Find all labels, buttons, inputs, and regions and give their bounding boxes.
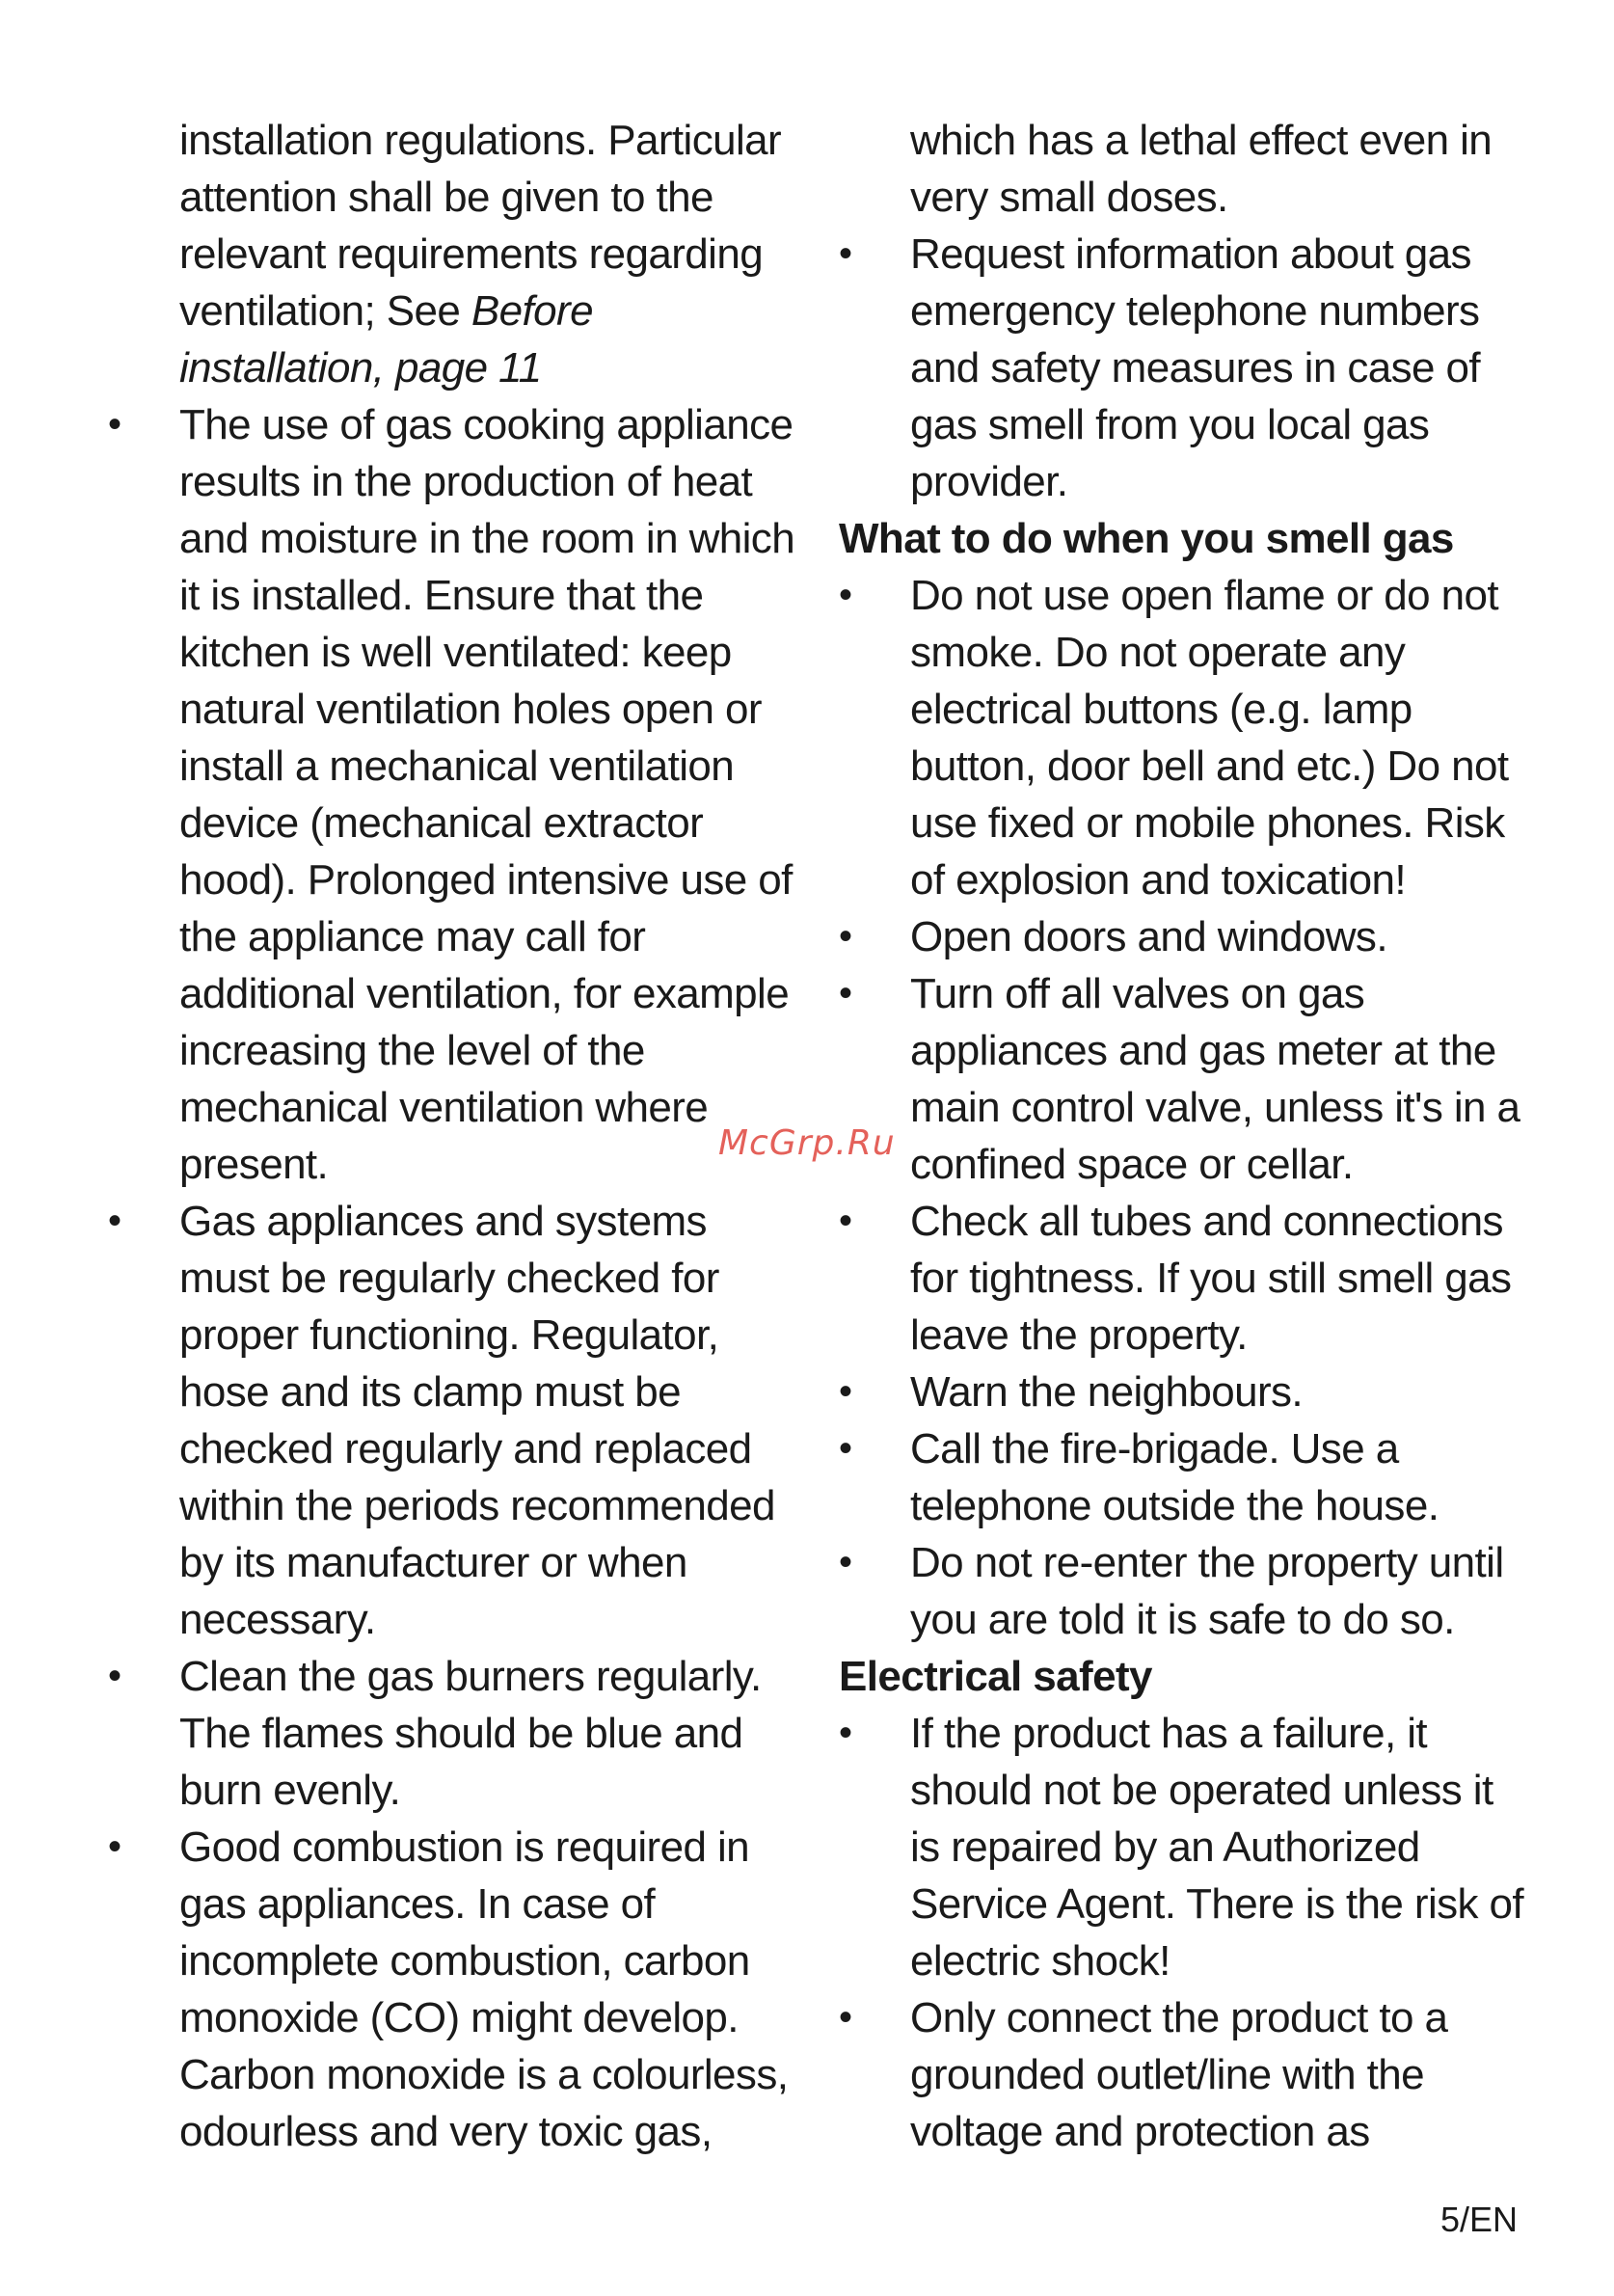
bullet-icon: • [839, 574, 852, 616]
bullet-icon: • [839, 915, 852, 958]
bullet-icon: • [839, 232, 852, 275]
list-item-text: The use of gas cooking appliance results in the production of heat and moisture in the room in which it is installed. Ensure that the kitchen is well ventilated: keep natural ventilation holes open or install a mechanical ventilation device (mechanical extractor hood). Prolonged intensive use of the appliance may call for additional ventilation, for example increasing the level of the mechanical ventilation where present. [179, 401, 795, 1188]
list-item [839, 567, 1533, 908]
list-item [839, 908, 1533, 965]
list-item-text: Clean the gas burners regularly. The flames should be blue and burn evenly. [179, 1653, 762, 1814]
page-number: 5/EN [1439, 2200, 1518, 2239]
list-item [839, 1193, 1533, 1364]
watermark: McGrp.Ru [718, 1123, 896, 1163]
right-column [839, 112, 1533, 2160]
list-item-text: Turn off all valves on gas appliances and gas meter at the main control valve, unless it's in a confined space or cellar. [910, 970, 1520, 1188]
bullet-icon: • [839, 1427, 852, 1470]
bullet-icon: • [839, 1541, 852, 1583]
list-item-text: Do not re-enter the property until you are told it is safe to do so. [910, 1539, 1504, 1643]
bullet-icon: • [839, 1996, 852, 2039]
intro-paragraph [108, 112, 802, 396]
bullet-icon: • [839, 1370, 852, 1413]
list-item-text: Call the fire-brigade. Use a telephone outside the house. [910, 1425, 1439, 1529]
bullet-icon: • [108, 1655, 121, 1697]
list-item-text: Do not use open flame or do not smoke. Do not operate any electrical buttons (e.g. lamp button, door bell and etc.) Do not use fixed or mobile phones. Risk of explosion and toxication! [910, 572, 1509, 904]
list-item [839, 226, 1533, 510]
list-item-text: Good combustion is required in gas appliances. In case of incomplete combustion, carbon monoxide (CO) might develop. Carbon monoxide is a colourless, odourless and very toxic gas, [179, 1823, 789, 2155]
intro-text: installation regulations. Particular attention shall be given to the relevant requirements regarding ventilation; See [179, 117, 782, 335]
list-item-text: Open doors and windows. [910, 913, 1387, 960]
bullet-icon: • [839, 1712, 852, 1754]
list-item-text: Check all tubes and connections for tightness. If you still smell gas leave the property. [910, 1198, 1512, 1359]
list-item [839, 1989, 1533, 2160]
list-item [839, 1705, 1533, 1989]
list-item [839, 1534, 1533, 1648]
list-item [839, 1420, 1533, 1534]
cross-reference-link[interactable]: Before installation, page 11 [179, 287, 593, 392]
bullet-icon: • [839, 972, 852, 1014]
list-item-text: Request information about gas emergency telephone numbers and safety measures in case of gas smell from you local gas provider. [910, 230, 1480, 505]
bullet-icon: • [108, 403, 121, 446]
list-item [839, 965, 1533, 1193]
bullet-icon: • [108, 1825, 121, 1868]
list-item [108, 1648, 802, 1819]
bullet-icon: • [108, 1200, 121, 1242]
list-item-text: Only connect the product to a grounded outlet/line with the voltage and protection as [910, 1994, 1448, 2155]
left-column [108, 112, 802, 2160]
section-heading-electrical-safety: Electrical safety [839, 1653, 1152, 1700]
bullet-icon: • [839, 1200, 852, 1242]
list-item [108, 1193, 802, 1648]
continuation-paragraph: which has a lethal effect even in very small doses. [910, 117, 1493, 221]
list-item-text: Warn the neighbours. [910, 1368, 1304, 1416]
section-heading-smell-gas: What to do when you smell gas [839, 515, 1454, 562]
list-item-text: Gas appliances and systems must be regularly checked for proper functioning. Regulator, hose and its clamp must be checked regularly and replaced within the periods recommended by its manufacturer or when necessary. [179, 1198, 775, 1643]
list-item [108, 1819, 802, 2160]
list-item [108, 396, 802, 1193]
list-item-text: If the product has a failure, it should not be operated unless it is repaired by an Authorized Service Agent. There is the risk of electric shock! [910, 1710, 1524, 1985]
list-item [839, 1364, 1533, 1420]
